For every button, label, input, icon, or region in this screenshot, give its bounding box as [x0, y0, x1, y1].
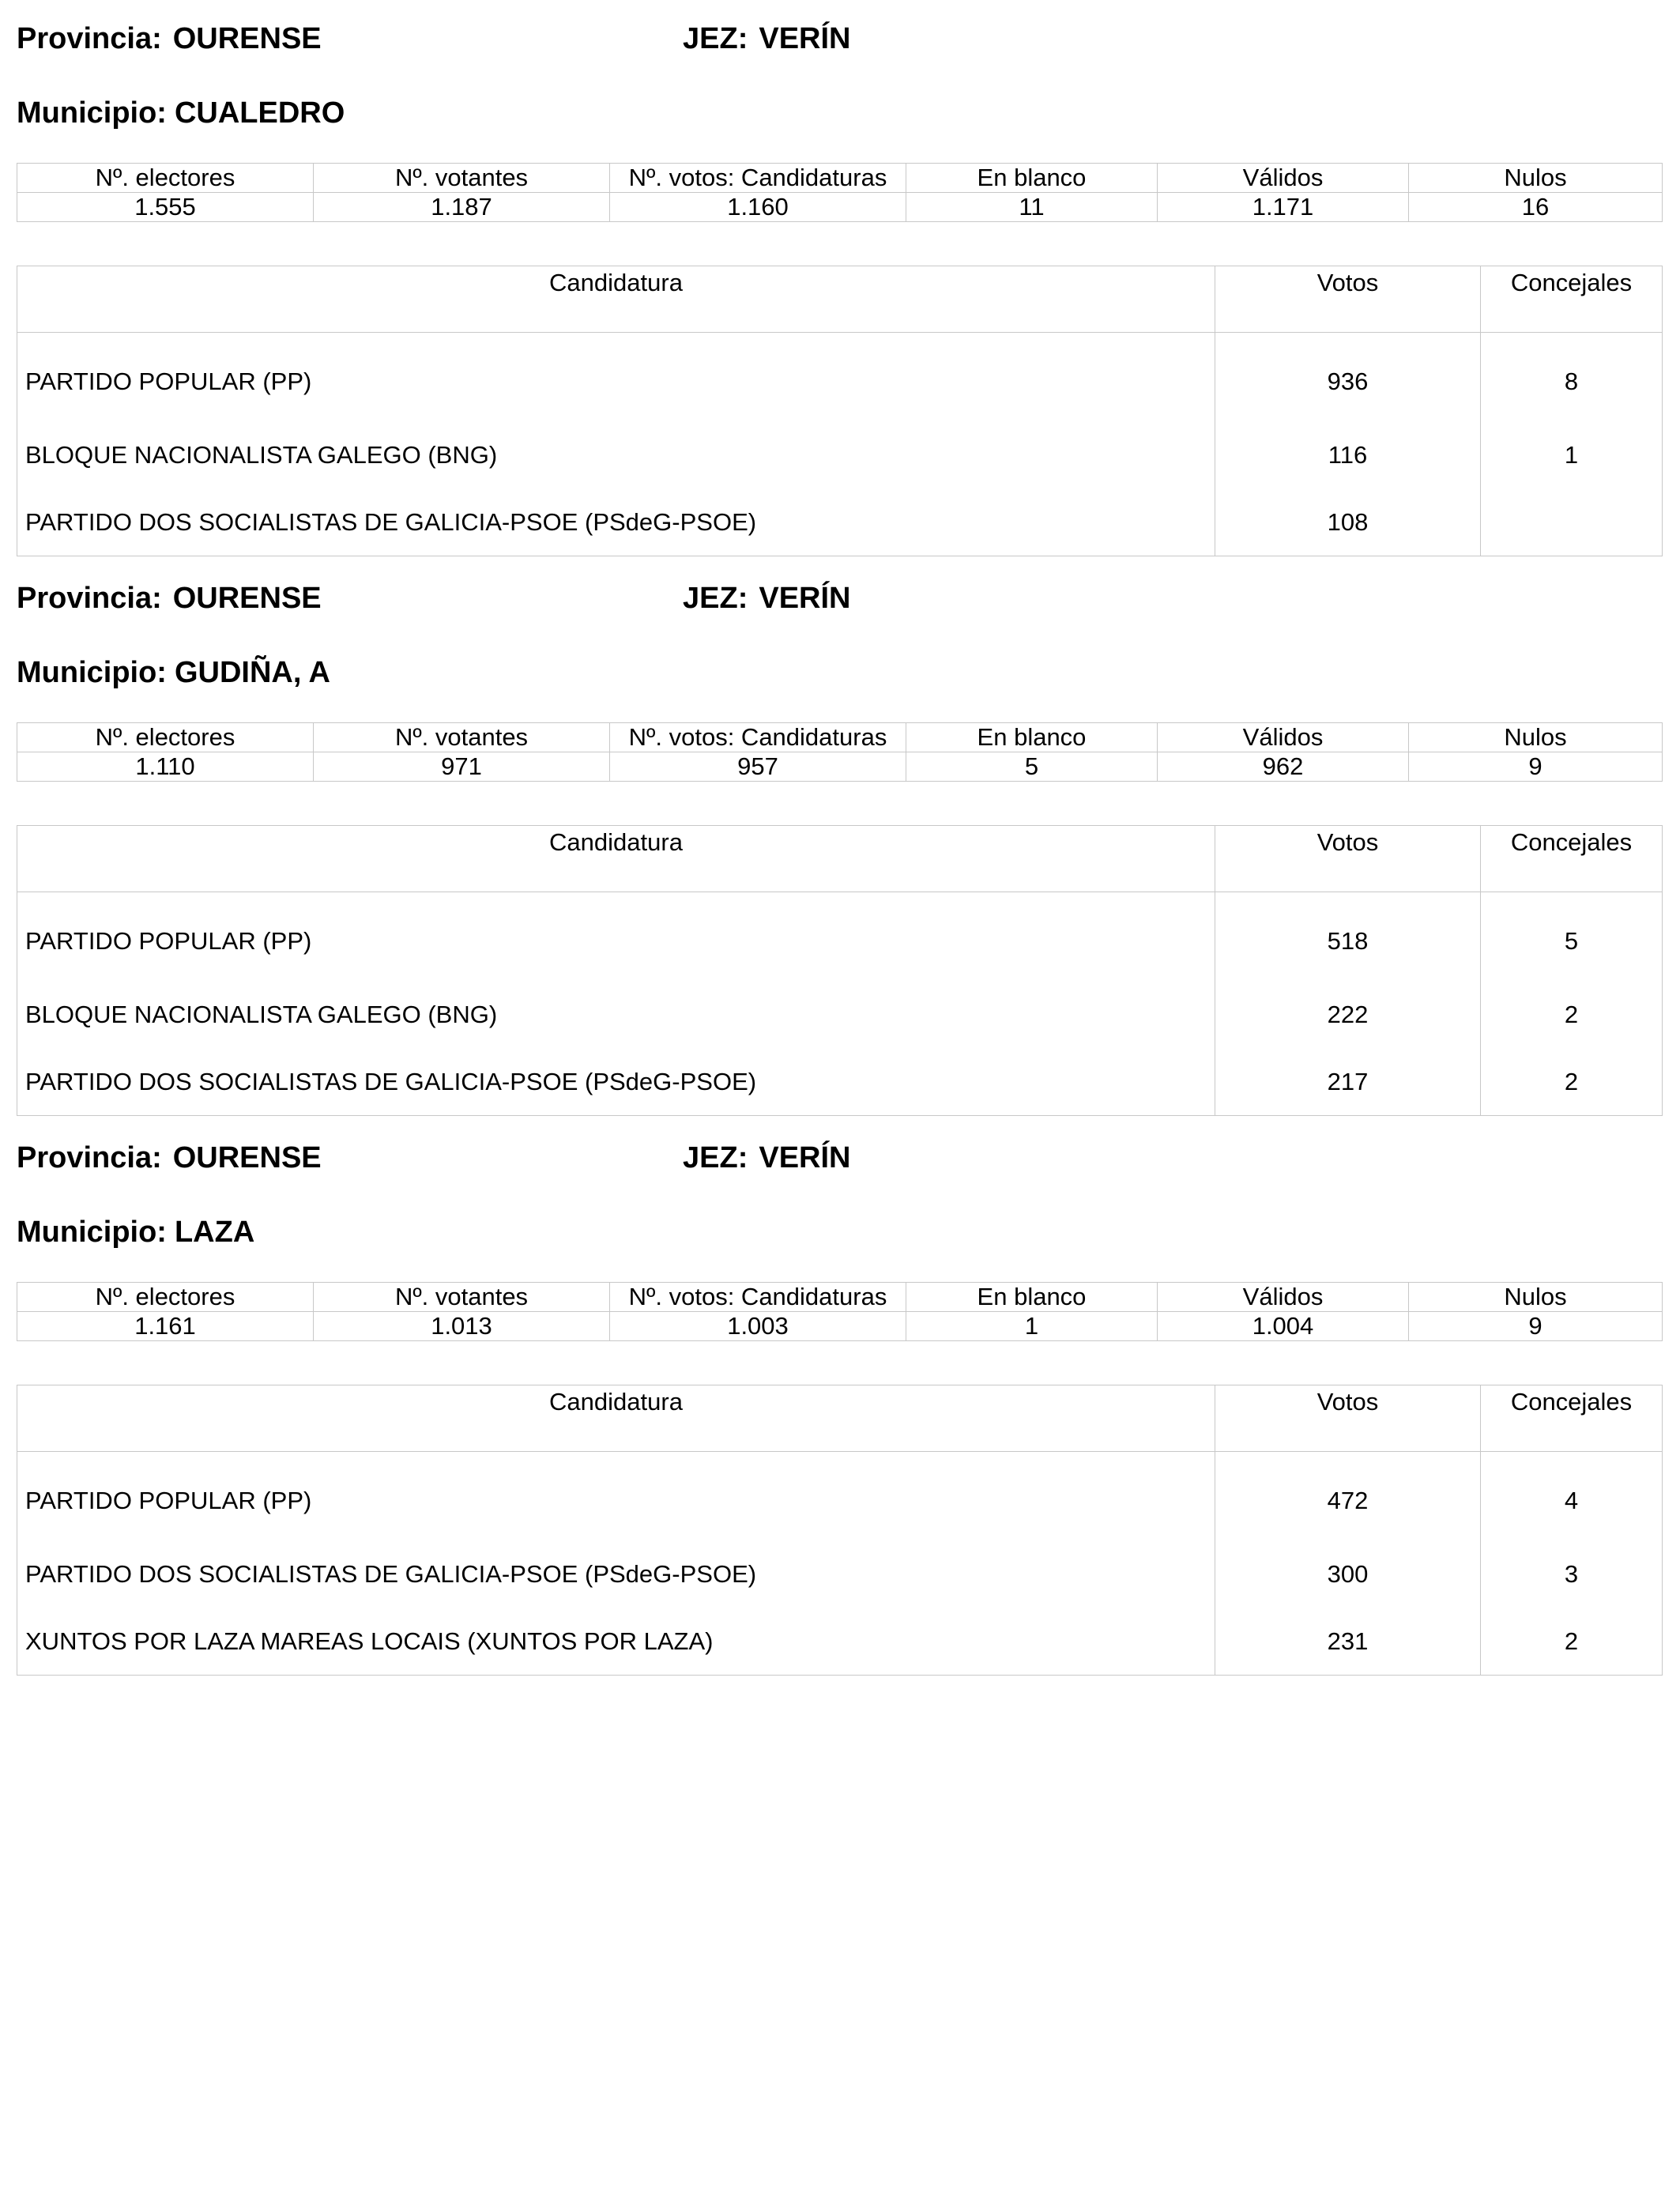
summary-header-cell: En blanco	[906, 1283, 1158, 1312]
jez-value: VERÍN	[759, 22, 851, 55]
summary-header-cell: Nº. votos: Candidaturas	[610, 164, 906, 193]
candidature-row	[17, 981, 1663, 1048]
candidature-row	[17, 1540, 1663, 1608]
summary-header-cell: Nº. votos: Candidaturas	[610, 1283, 906, 1312]
candidature-concejales: 1	[1564, 440, 1579, 469]
candidature-votos: 472	[1215, 1452, 1481, 1541]
municipio-label: Municipio:	[17, 96, 167, 130]
candidature-concejales: 2	[1564, 1067, 1579, 1095]
provincia-label: Provincia:	[17, 582, 162, 615]
provincia-heading	[17, 1143, 333, 1173]
summary-value-cell: 9	[1409, 752, 1663, 782]
candidature-concejales: 4	[1564, 1487, 1579, 1514]
provincia-label: Provincia:	[17, 1141, 162, 1174]
candidature-table	[17, 1385, 1663, 1676]
candidature-row	[17, 421, 1663, 488]
candidature-votos: 300	[1215, 1540, 1481, 1608]
summary-value-row	[17, 752, 1663, 782]
candidature-row	[17, 488, 1663, 556]
candidature-row	[17, 1608, 1663, 1676]
jez-label: JEZ:	[683, 1141, 748, 1174]
candidature-name: PARTIDO POPULAR (PP)	[17, 333, 1215, 422]
summary-table	[17, 722, 1663, 782]
municipio-value: CUALEDRO	[174, 96, 345, 130]
summary-value-cell: 1.003	[610, 1312, 906, 1341]
summary-value-cell: 1.187	[314, 193, 610, 222]
candidature-votos: 116	[1215, 421, 1481, 488]
summary-header-row	[17, 723, 1663, 752]
candidature-concejales: 5	[1564, 927, 1579, 955]
candidature-header-row	[17, 266, 1663, 333]
summary-header-cell: Válidos	[1158, 1283, 1409, 1312]
summary-value-cell: 1.555	[17, 193, 314, 222]
summary-value-row	[17, 1312, 1663, 1341]
summary-value-cell: 16	[1409, 193, 1663, 222]
summary-table	[17, 163, 1663, 222]
summary-value-cell: 5	[906, 752, 1158, 782]
votos-header: Votos	[1215, 266, 1481, 333]
candidature-name: PARTIDO POPULAR (PP)	[17, 1452, 1215, 1541]
municipio-heading	[17, 98, 356, 128]
candidature-concejales: 2	[1564, 1000, 1579, 1028]
summary-table	[17, 1282, 1663, 1341]
candidature-concejales: 8	[1564, 368, 1579, 395]
candidatura-header: Candidatura	[17, 266, 1215, 333]
concejales-header: Concejales	[1481, 1385, 1663, 1452]
concejales-header: Concejales	[1481, 826, 1663, 892]
jez-value: VERÍN	[759, 582, 851, 615]
municipio-heading	[17, 658, 341, 688]
candidature-name: PARTIDO DOS SOCIALISTAS DE GALICIA-PSOE (PSdeG-PSOE)	[17, 1540, 1215, 1608]
jez-heading	[683, 583, 862, 613]
candidature-votos: 231	[1215, 1608, 1481, 1676]
summary-header-cell: Nº. votantes	[314, 723, 610, 752]
candidature-concejales	[1481, 488, 1663, 556]
candidature-header-row	[17, 1385, 1663, 1452]
candidature-concejales: 2	[1564, 1627, 1579, 1655]
summary-value-cell: 1.013	[314, 1312, 610, 1341]
municipio-label: Municipio:	[17, 1216, 167, 1249]
summary-value-row	[17, 193, 1663, 222]
summary-value-cell: 957	[610, 752, 906, 782]
summary-value-cell: 11	[906, 193, 1158, 222]
summary-value-cell: 1.160	[610, 193, 906, 222]
jez-value: VERÍN	[759, 1141, 851, 1174]
summary-value-cell: 1.171	[1158, 193, 1409, 222]
summary-header-cell: En blanco	[906, 723, 1158, 752]
provincia-label: Provincia:	[17, 22, 162, 55]
jez-label: JEZ:	[683, 582, 748, 615]
candidature-name: XUNTOS POR LAZA MAREAS LOCAIS (XUNTOS POR LAZA)	[17, 1608, 1215, 1676]
jez-heading	[683, 1143, 862, 1173]
summary-header-cell: Nulos	[1409, 1283, 1663, 1312]
summary-header-cell: Nº. votantes	[314, 164, 610, 193]
jez-heading	[683, 24, 862, 54]
summary-header-cell: Nº. electores	[17, 1283, 314, 1312]
votos-header: Votos	[1215, 826, 1481, 892]
summary-header-row	[17, 1283, 1663, 1312]
candidature-name: PARTIDO POPULAR (PP)	[17, 892, 1215, 982]
candidature-header-row	[17, 826, 1663, 892]
jez-label: JEZ:	[683, 22, 748, 55]
candidature-votos: 222	[1215, 981, 1481, 1048]
provincia-value: OURENSE	[172, 22, 322, 55]
municipality-section	[17, 0, 1662, 536]
summary-header-cell: Nulos	[1409, 723, 1663, 752]
municipio-value: GUDIÑA, A	[174, 656, 331, 689]
municipality-section	[17, 1119, 1662, 1655]
summary-value-cell: 1.004	[1158, 1312, 1409, 1341]
summary-value-cell: 1	[906, 1312, 1158, 1341]
summary-header-cell: Nº. votos: Candidaturas	[610, 723, 906, 752]
candidature-table	[17, 825, 1663, 1116]
candidature-table	[17, 266, 1663, 556]
candidature-votos: 518	[1215, 892, 1481, 982]
candidature-votos: 217	[1215, 1048, 1481, 1116]
candidature-row	[17, 1452, 1663, 1541]
summary-value-cell: 1.110	[17, 752, 314, 782]
summary-header-cell: Válidos	[1158, 723, 1409, 752]
municipio-heading	[17, 1217, 266, 1247]
candidatura-header: Candidatura	[17, 1385, 1215, 1452]
summary-header-cell: Nº. electores	[17, 723, 314, 752]
candidature-name: PARTIDO DOS SOCIALISTAS DE GALICIA-PSOE (PSdeG-PSOE)	[17, 488, 1215, 556]
summary-header-row	[17, 164, 1663, 193]
candidature-name: BLOQUE NACIONALISTA GALEGO (BNG)	[17, 421, 1215, 488]
votos-header: Votos	[1215, 1385, 1481, 1452]
summary-header-cell: Nulos	[1409, 164, 1663, 193]
provincia-heading	[17, 24, 333, 54]
summary-value-cell: 962	[1158, 752, 1409, 782]
candidatura-header: Candidatura	[17, 826, 1215, 892]
summary-value-cell: 9	[1409, 1312, 1663, 1341]
summary-value-cell: 971	[314, 752, 610, 782]
candidature-votos: 936	[1215, 333, 1481, 422]
candidature-votos: 108	[1215, 488, 1481, 556]
municipio-value: LAZA	[174, 1216, 255, 1249]
concejales-header: Concejales	[1481, 266, 1663, 333]
provincia-value: OURENSE	[172, 582, 322, 615]
municipality-section	[17, 560, 1662, 1095]
candidature-concejales: 3	[1564, 1559, 1579, 1588]
summary-header-cell: Válidos	[1158, 164, 1409, 193]
candidature-row	[17, 333, 1663, 422]
candidature-name: BLOQUE NACIONALISTA GALEGO (BNG)	[17, 981, 1215, 1048]
summary-header-cell: Nº. votantes	[314, 1283, 610, 1312]
candidature-row	[17, 1048, 1663, 1116]
provincia-heading	[17, 583, 333, 613]
municipio-label: Municipio:	[17, 656, 167, 689]
summary-header-cell: Nº. electores	[17, 164, 314, 193]
candidature-name: PARTIDO DOS SOCIALISTAS DE GALICIA-PSOE (PSdeG-PSOE)	[17, 1048, 1215, 1116]
candidature-row	[17, 892, 1663, 982]
summary-value-cell: 1.161	[17, 1312, 314, 1341]
provincia-value: OURENSE	[172, 1141, 322, 1174]
summary-header-cell: En blanco	[906, 164, 1158, 193]
